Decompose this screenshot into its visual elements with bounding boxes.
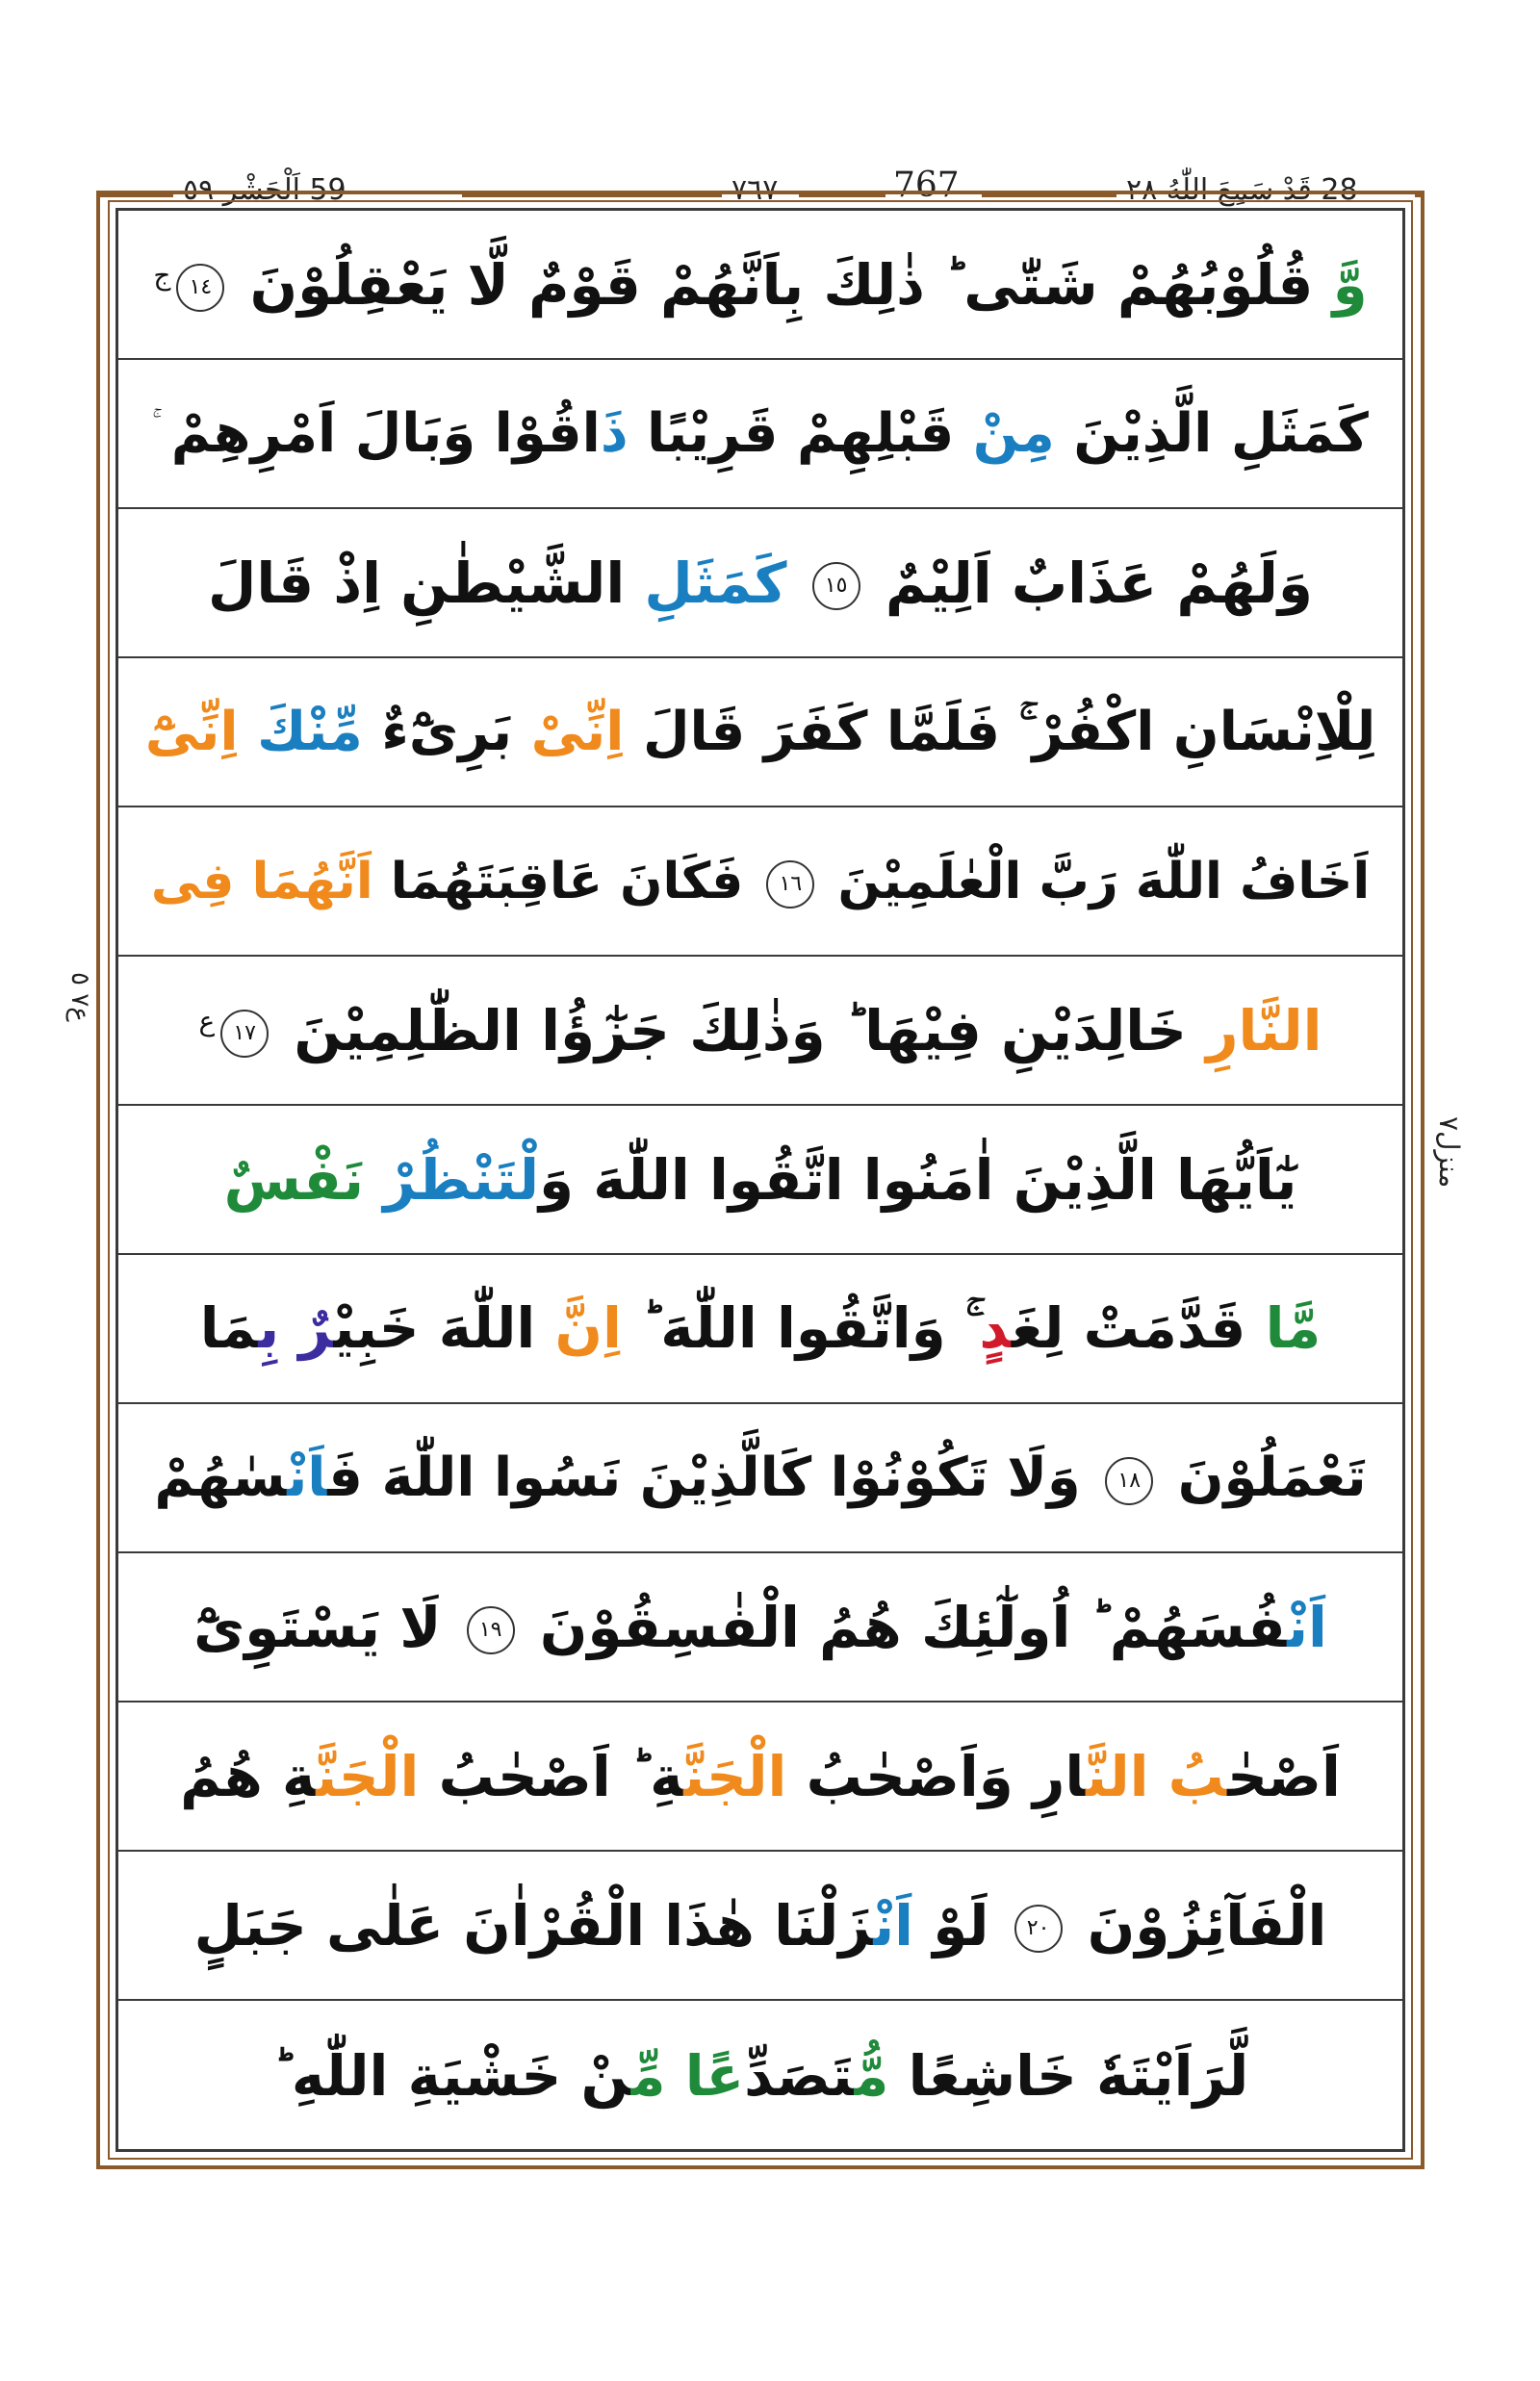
text-segment: لَا يَسْتَوِىْٓ bbox=[193, 1594, 461, 1660]
text-segment: تَصَدِّ bbox=[744, 2042, 855, 2109]
text-segment: لَّرَاَيْتَهٗ خَاشِعًا bbox=[888, 2042, 1249, 2109]
waqf-mark: ج bbox=[153, 259, 171, 292]
tajweed-segment: عًا مِّ bbox=[630, 2042, 745, 2109]
text-segment: خَالِدَيْنِ فِيْهَا ؕ وَذٰلِكَ جَزٰٓؤُا الظّٰلِمِيْنَ bbox=[274, 997, 1207, 1063]
verse-text bbox=[194, 1893, 1327, 1959]
tajweed-segment: النَّارِ bbox=[1206, 997, 1322, 1063]
tajweed-segment: اَنْ bbox=[873, 1892, 914, 1959]
text-segment: فَكَانَ عَاقِبَتَهُمَا bbox=[372, 852, 761, 910]
verse-text bbox=[153, 252, 1367, 318]
tajweed-segment: مِّنْكَ bbox=[257, 700, 363, 763]
page-number: 767 bbox=[893, 166, 960, 205]
juz-name: 28 قَدْ سَمِعَ اللّٰهُ ٢٨ bbox=[1126, 173, 1358, 207]
tajweed-segment: اِنَّ bbox=[554, 1295, 622, 1361]
text-segment: قَدَّمَتْ لِغَ bbox=[1011, 1295, 1266, 1361]
tajweed-segment: لْتَنْظُرْ bbox=[383, 1146, 540, 1213]
text-segment: فُسَهُمْ ؕ اُولٰٓئِكَ هُمُ الْفٰسِقُوْنَ bbox=[520, 1594, 1288, 1660]
verse-text bbox=[152, 402, 1369, 465]
tajweed-segment: اَنَّهُمَا فِى bbox=[150, 852, 373, 910]
text-segment: نْ خَشْيَةِ اللّٰهِ ؕ bbox=[271, 2042, 631, 2109]
text-line bbox=[118, 2001, 1402, 2150]
tajweed-segment: اِنِّىْ bbox=[530, 700, 625, 763]
text-line bbox=[118, 1852, 1402, 2001]
page-number-arabic: ٧٦٧ bbox=[732, 173, 779, 207]
text-line bbox=[118, 807, 1402, 957]
text-segment: مَا bbox=[199, 1295, 259, 1361]
text-segment: قَبْلِهِمْ قَرِيْبًا bbox=[628, 402, 973, 465]
text-segment: ةِ هُمُ bbox=[180, 1743, 317, 1809]
tajweed-segment: بُ النَّ bbox=[1086, 1743, 1228, 1809]
text-line bbox=[118, 1703, 1402, 1852]
tajweed-segment: اَنْ bbox=[287, 1447, 328, 1509]
text-line bbox=[118, 658, 1402, 807]
tajweed-segment: الْجَنَّ bbox=[316, 1743, 420, 1809]
text-segment bbox=[364, 1147, 383, 1213]
text-segment: لَوْ bbox=[913, 1892, 1009, 1959]
tajweed-segment: الْجَنَّ bbox=[683, 1743, 787, 1809]
tajweed-segment: اَنْ bbox=[1287, 1594, 1327, 1660]
ayah-number: ٢٠ bbox=[1014, 1905, 1063, 1953]
ayah-number: ١٦ bbox=[766, 860, 814, 909]
quran-text-block bbox=[116, 208, 1405, 2152]
text-segment: يٰٓاَيُّهَا الَّذِيْنَ اٰمَنُوا اتَّقُوا اللّٰهَ وَ bbox=[539, 1146, 1297, 1213]
text-segment: اَصْحٰ bbox=[1227, 1743, 1341, 1809]
tajweed-segment: مَّا bbox=[1265, 1295, 1322, 1361]
text-segment: كَمَثَلِ الَّذِيْنَ bbox=[1054, 402, 1369, 465]
text-segment: لِلْاِنْسَانِ اكْفُرْ ۚ فَلَمَّا كَفَرَ قَالَ bbox=[624, 700, 1376, 763]
tajweed-segment: كَمَثَلِ bbox=[644, 550, 807, 616]
text-line bbox=[118, 360, 1402, 509]
text-segment: ةِ ؕ اَصْحٰبُ bbox=[419, 1743, 684, 1809]
text-segment: اللّٰهَ خَبِيْ bbox=[333, 1295, 555, 1361]
text-segment: زَلْنَا هٰذَا الْقُرْاٰنَ عَلٰى جَبَلٍ bbox=[193, 1892, 874, 1959]
surah-name: 59 اَلْحَشْر ٥٩ bbox=[183, 173, 346, 207]
text-segment: سٰهُمْ bbox=[154, 1447, 288, 1509]
text-segment: قُلُوْبُهُمْ شَتّٰى ؕ ذٰلِكَ بِاَنَّهُمْ قَوْمٌ لَّا يَعْقِلُوْنَ bbox=[230, 251, 1333, 318]
verse-text bbox=[272, 2043, 1249, 2109]
tajweed-segment: مِنْ bbox=[972, 402, 1055, 465]
verse-text bbox=[224, 1147, 1297, 1213]
text-segment: تَعْمَلُوْنَ bbox=[1159, 1447, 1367, 1509]
tajweed-segment: اِنِّىْٓ bbox=[144, 700, 258, 763]
tajweed-segment: دٍ bbox=[979, 1295, 1012, 1361]
waqf-mark: ع bbox=[198, 1005, 216, 1037]
text-segment: وَلَهُمْ عَذَابٌ اَلِيْمٌ bbox=[865, 550, 1313, 616]
text-segment: ارِ وَاَصْحٰبُ bbox=[786, 1743, 1087, 1809]
tajweed-segment: وَّ bbox=[1332, 251, 1368, 318]
text-line bbox=[118, 509, 1402, 658]
text-line bbox=[118, 1255, 1402, 1404]
tajweed-segment: نَفْسٌ bbox=[223, 1146, 365, 1213]
text-line bbox=[118, 957, 1402, 1106]
verse-text bbox=[200, 1295, 1322, 1362]
verse-text bbox=[154, 1447, 1366, 1509]
ayah-number: ١٨ bbox=[1105, 1457, 1153, 1505]
text-line bbox=[118, 1404, 1402, 1553]
ayah-number: ١٥ bbox=[812, 562, 860, 610]
text-segment: الْفَآئِزُوْنَ bbox=[1067, 1892, 1327, 1959]
text-segment: اَخَافُ اللّٰهَ رَبَّ الْعٰلَمِيْنَ bbox=[820, 852, 1371, 910]
verse-text bbox=[198, 998, 1322, 1063]
verse-text bbox=[145, 701, 1376, 764]
ayah-number: ١٧ bbox=[220, 1010, 269, 1058]
tajweed-segment: مُّ bbox=[854, 2042, 889, 2109]
manzil-marker: منزل٧ bbox=[1433, 1116, 1465, 1189]
tajweed-segment: ذَ bbox=[600, 402, 629, 465]
ayah-number: ١٩ bbox=[467, 1606, 515, 1654]
text-segment: الشَّيْطٰنِ اِذْ قَالَ bbox=[208, 550, 645, 616]
text-segment: بَرِىْٓءٌ bbox=[362, 700, 531, 763]
text-line bbox=[118, 211, 1402, 360]
ayah-number: ١٤ bbox=[176, 264, 224, 312]
text-line bbox=[118, 1553, 1402, 1703]
text-segment: اقُوْا وَبَالَ اَمْرِهِمْ bbox=[152, 402, 601, 465]
verse-text bbox=[180, 1744, 1341, 1809]
verse-text bbox=[151, 853, 1370, 910]
text-segment: وَلَا تَكُوْنُوْا كَالَّذِيْنَ نَسُوا اللّٰهَ فَ bbox=[327, 1447, 1100, 1509]
ruku-marker: ع٧ ٥ bbox=[65, 972, 94, 1022]
text-segment: ۚ وَاتَّقُوا اللّٰهَ ؕ bbox=[621, 1295, 980, 1361]
verse-text bbox=[208, 550, 1313, 616]
text-line bbox=[118, 1106, 1402, 1255]
tajweed-segment: رٌ بِ bbox=[258, 1295, 334, 1361]
verse-text bbox=[193, 1595, 1327, 1660]
